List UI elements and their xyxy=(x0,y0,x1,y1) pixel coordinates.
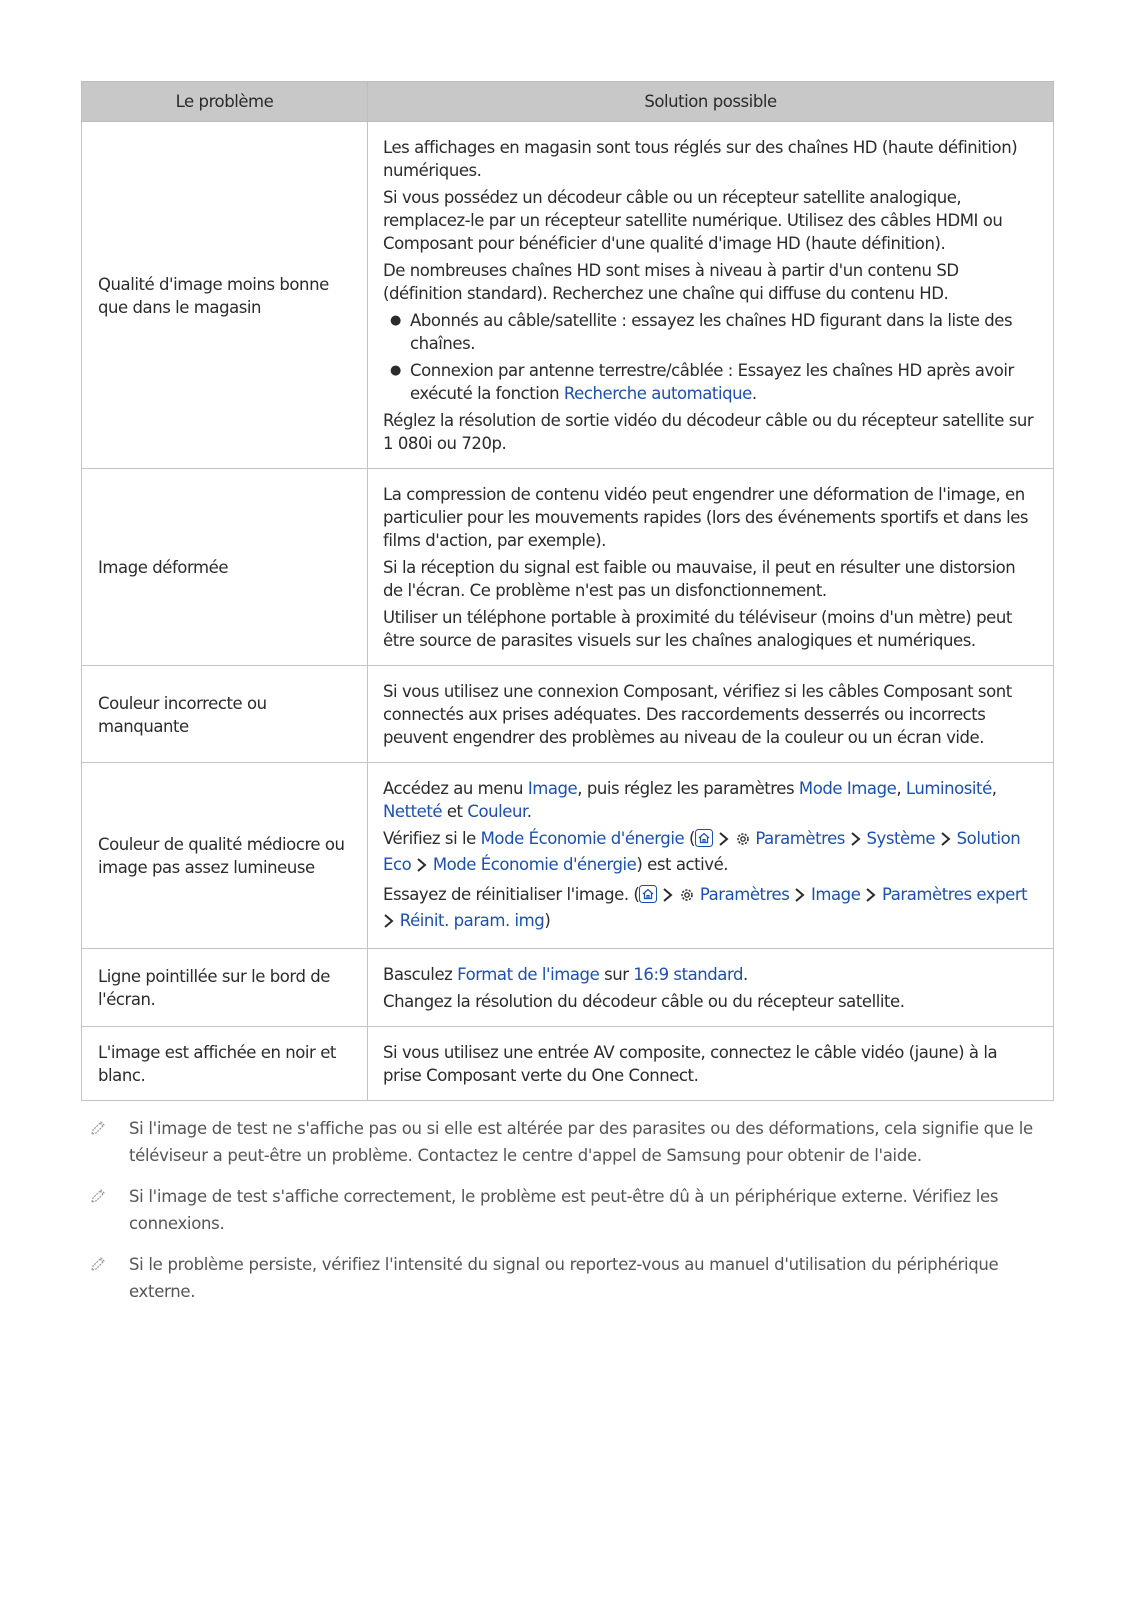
problem-cell: Couleur de qualité médiocre ou image pas assez lumineuse xyxy=(82,763,368,949)
solution-text: Les affichages en magasin sont tous réglés sur des chaînes HD (haute définition) numériques. xyxy=(383,138,1018,180)
problem-cell: L'image est affichée en noir et blanc. xyxy=(82,1027,368,1101)
solution-text: Utiliser un téléphone portable à proximité du téléviseur (moins d'un mètre) peut être source de parasites visuels sur les chaînes analogiques et numériques. xyxy=(383,608,1012,650)
link-reinit-param-img[interactable]: Réinit. param. img xyxy=(399,911,545,930)
chevron-right-icon xyxy=(865,886,877,909)
note-text: Si le problème persiste, vérifiez l'intensité du signal ou reportez-vous au manuel d'utilisation du périphérique externe. xyxy=(129,1255,999,1301)
solution-text: De nombreuses chaînes HD sont mises à niveau à partir d'un contenu SD (définition standard). Recherchez une chaîne qui diffuse du contenu HD. xyxy=(383,261,959,303)
note-item xyxy=(81,1115,1053,1169)
troubleshooting-table xyxy=(81,81,1054,1101)
solution-text: Changez la résolution du décodeur câble ou du récepteur satellite. xyxy=(383,992,905,1011)
link-systeme[interactable]: Système xyxy=(866,829,936,848)
link-recherche-automatique[interactable]: Recherche automatique xyxy=(563,384,752,403)
solution-text: Si vous possédez un décodeur câble ou un récepteur satellite analogique, remplacez-le par un récepteur satellite numérique. Utilisez des câbles HDMI ou Composant pour bénéficier d'une qualité d'image HD (haute définition). xyxy=(383,188,1003,253)
problem-cell: Qualité d'image moins bonne que dans le magasin xyxy=(82,122,368,469)
bullet-dot-icon: ● xyxy=(390,313,401,328)
solution-text: La compression de contenu vidéo peut engendrer une déformation de l'image, en particulier pour les mouvements rapides (lors des événements sportifs et dans les films d'action, par exemple). xyxy=(383,485,1029,550)
solution-text: Si vous utilisez une entrée AV composite, connectez le câble vidéo (jaune) à la prise Composant verte du One Connect. xyxy=(383,1043,998,1085)
chevron-right-icon xyxy=(940,830,952,853)
gear-icon xyxy=(735,830,751,853)
link-format-image[interactable]: Format de l'image xyxy=(457,965,600,984)
chevron-right-icon xyxy=(383,912,395,935)
link-solution-eco[interactable]: Solution Eco xyxy=(383,829,1021,874)
solution-cell xyxy=(368,469,1054,666)
chevron-right-icon xyxy=(662,886,674,909)
link-parametres[interactable]: Paramètres xyxy=(755,829,845,848)
problem-cell: Image déformée xyxy=(82,469,368,666)
list-item xyxy=(383,359,1039,405)
chevron-right-icon xyxy=(850,830,862,853)
bullet-dot-icon: ● xyxy=(390,363,401,378)
pencil-note-icon xyxy=(89,1186,107,1213)
link-parametres-expert[interactable]: Paramètres expert xyxy=(882,885,1028,904)
note-item xyxy=(81,1251,1053,1305)
table-row xyxy=(82,469,1054,666)
bullet-list xyxy=(383,309,1039,405)
link-mode-economie[interactable]: Mode Économie d'énergie xyxy=(480,829,685,848)
note-text: Si l'image de test ne s'affiche pas ou si elle est altérée par des parasites ou des déformations, cela signifie que le téléviseur a peut-être un problème. Contactez le centre d'appel de Samsung pour obtenir de l'aide. xyxy=(129,1119,1033,1165)
link-mode-economie-2[interactable]: Mode Économie d'énergie xyxy=(432,855,637,874)
header-solution: Solution possible xyxy=(368,82,1054,122)
link-parametres[interactable]: Paramètres xyxy=(699,885,790,904)
home-icon xyxy=(639,885,657,909)
list-item xyxy=(383,309,1039,355)
solution-text: Vérifiez si le Mode Économie d'énergie ( Paramètres Système Solution Eco Mode Économie d'énergie) est activé. xyxy=(383,827,1039,879)
solution-text: Accédez au menu Image, puis réglez les paramètres Mode Image, Luminosité, Netteté et Couleur. xyxy=(383,779,997,821)
solution-cell xyxy=(368,949,1054,1027)
note-text: Si l'image de test s'affiche correctement, le problème est peut-être dû à un périphérique externe. Vérifiez les connexions. xyxy=(129,1187,999,1233)
link-image[interactable]: Image xyxy=(527,779,578,798)
gear-icon xyxy=(679,886,695,909)
solution-cell xyxy=(368,1027,1054,1101)
notes-section xyxy=(81,1115,1053,1305)
table-row xyxy=(82,763,1054,949)
page-content xyxy=(81,81,1053,1319)
table-row xyxy=(82,949,1054,1027)
solution-text: Basculez Format de l'image sur 16:9 standard. xyxy=(383,965,748,984)
home-icon xyxy=(695,829,713,853)
solution-text: Essayez de réinitialiser l'image. ( Paramètres Image Paramètres expert Réinit. param. img) xyxy=(383,883,1039,935)
link-couleur[interactable]: Couleur xyxy=(467,802,527,821)
chevron-right-icon xyxy=(718,830,730,853)
link-luminosite[interactable]: Luminosité xyxy=(905,779,992,798)
link-16-9-standard[interactable]: 16:9 standard xyxy=(633,965,744,984)
solution-text: Si la réception du signal est faible ou mauvaise, il peut en résulter une distorsion de l'écran. Ce problème n'est pas un disfonctionnement. xyxy=(383,558,1016,600)
pencil-note-icon xyxy=(89,1254,107,1281)
note-item xyxy=(81,1183,1053,1237)
problem-cell: Ligne pointillée sur le bord de l'écran. xyxy=(82,949,368,1027)
bullet-text-end: . xyxy=(751,384,757,403)
solution-text: Si vous utilisez une connexion Composant, vérifiez si les câbles Composant sont connectés aux prises adéquates. Des raccordements desserrés ou incorrects peuvent engendrer des problèmes au niveau de la couleur ou un écran vide. xyxy=(383,682,1012,747)
chevron-right-icon xyxy=(794,886,806,909)
link-image[interactable]: Image xyxy=(810,885,861,904)
table-header-row xyxy=(82,82,1054,122)
solution-text: Réglez la résolution de sortie vidéo du décodeur câble ou du récepteur satellite sur 1 080i ou 720p. xyxy=(383,411,1034,453)
problem-cell: Couleur incorrecte ou manquante xyxy=(82,666,368,763)
link-nettete[interactable]: Netteté xyxy=(383,802,443,821)
solution-cell xyxy=(368,666,1054,763)
solution-cell xyxy=(368,763,1054,949)
chevron-right-icon xyxy=(416,856,428,879)
link-mode-image[interactable]: Mode Image xyxy=(798,779,897,798)
solution-cell xyxy=(368,122,1054,469)
table-row xyxy=(82,666,1054,763)
table-row xyxy=(82,1027,1054,1101)
table-row xyxy=(82,122,1054,469)
bullet-text: Connexion par antenne terrestre/câblée : Essayez les chaînes HD après avoir exécuté la fonction xyxy=(410,361,1014,403)
pencil-note-icon xyxy=(89,1118,107,1145)
header-problem: Le problème xyxy=(82,82,368,122)
bullet-text: Abonnés au câble/satellite : essayez les chaînes HD figurant dans la liste des chaînes. xyxy=(410,311,1013,353)
